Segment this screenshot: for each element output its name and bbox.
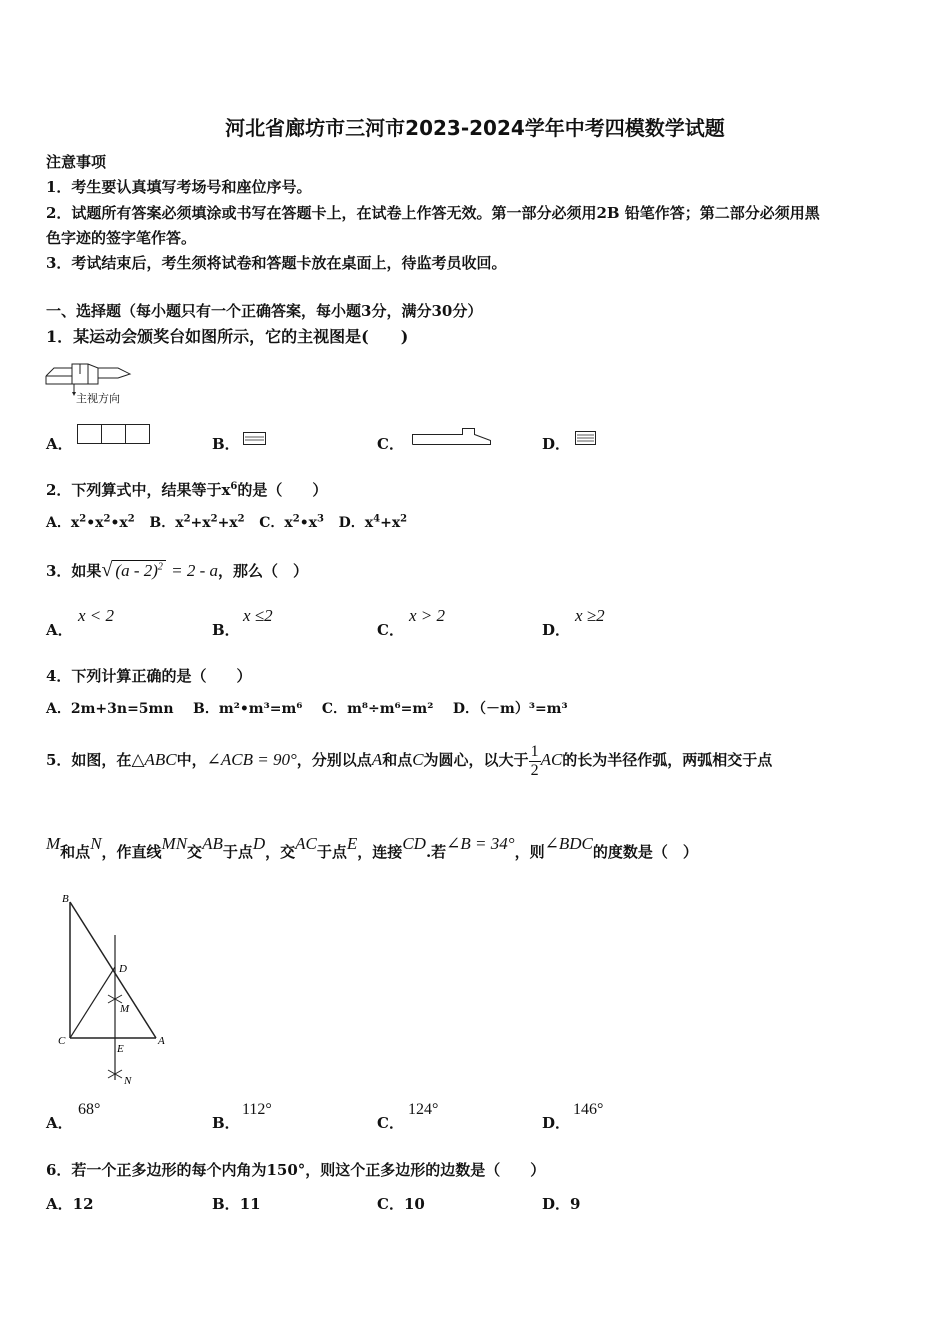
q3-option-a-math[interactable]: x < 2 [78,606,115,625]
q4-options [46,699,568,719]
q5-math-segment: CD [402,834,426,853]
q6-option-d[interactable]: D．9 [542,1195,581,1213]
q5-option-a-label: A． [46,1114,73,1132]
notice-item-1: 1．考生要认真填写考场号和座位序号。 [46,178,312,196]
q5-math-segment: N [90,834,102,853]
q5-text-segment: ，则 [514,843,545,861]
q6-option-c[interactable]: C．10 [377,1195,425,1213]
q1-option-d-label: D． [542,435,571,453]
q5-text-segment: 和点 [60,843,91,861]
q5-option-d-math[interactable]: 146° [573,1101,604,1118]
triangle-figure [52,890,176,1090]
fig-label-d: D [119,963,127,975]
q5-line-1: 5．如图，在△ABC中，∠ACB = 90°，分别以点A和点C为圆心，以大于 $\frac{1}{2}$ AC的长为半径作弧，两弧相交于点 [46,742,773,779]
q5-option-a-math[interactable]: 68° [78,1101,101,1118]
notice-heading: 注意事项 [46,153,107,171]
q5-math-segment: D [252,834,266,853]
q5-math-segment: E [346,834,358,853]
q6-stem: 6．若一个正多边形的每个内角为150°，则这个正多边形的边数是（ ） [46,1161,546,1179]
q3-option-b-math[interactable]: x ≤2 [243,606,273,625]
q5-math-segment: AC [295,834,317,853]
q1-option-c-figure[interactable] [412,428,492,446]
q5-text-segment: ，交 [265,843,296,861]
q5-math-segment: MN [161,834,188,853]
q5-line-2 [46,834,698,862]
q4-option-b[interactable]: B．m²•m³=m⁶ [193,701,303,717]
q5-math-segment: ∠BDC [544,834,593,853]
q3-option-d-math[interactable]: x ≥2 [575,606,605,625]
q5-math-segment: M [46,834,61,853]
fig-label-b: B [62,893,69,905]
section-heading: 一、选择题（每小题只有一个正确答案，每小题3分，满分30分） [46,302,483,320]
q4-option-a[interactable]: A．2m+3n=5mn [46,701,174,717]
q4-stem: 4．下列计算正确的是（ ） [46,667,252,685]
q5-text-segment: ，连接 [357,843,403,861]
q1-option-b-figure[interactable] [243,432,267,446]
q3-option-b-label: B． [212,621,240,639]
notice-item-2: 2．试题所有答案必须填涂或书写在答题卡上，在试卷上作答无效。第一部分必须用2B 铅笔作答；第二部分必须用黑 [46,204,820,222]
view-direction-label: 主视方向 [76,392,120,405]
q5-option-b-label: B． [212,1114,240,1132]
q2-option-b[interactable]: B．$x^2+x^2+x^2$ [149,513,245,531]
q3-option-c-math[interactable]: x > 2 [409,606,446,625]
q4-option-c[interactable]: C．m⁸÷m⁶=m² [321,701,434,717]
q1-option-a-figure[interactable] [77,424,151,446]
q2-option-d[interactable]: D．$x^4+x^2$ [338,513,408,531]
fig-label-n: N [124,1075,132,1087]
q3-option-a-label: A． [46,621,73,639]
q1-option-d-figure[interactable] [575,431,597,446]
q4-option-d[interactable]: D．（－m）³=m³ [452,701,568,717]
q5-text-segment: 交 [187,843,203,861]
q5-option-d-label: D． [542,1114,571,1132]
q5-option-c-label: C． [377,1114,404,1132]
q5-text-segment: 于点 [222,843,253,861]
q5-math-segment: AB [202,834,223,853]
q3-radical: (a - 2)$^2$ [112,560,165,581]
q5-text-segment: 于点 [316,843,347,861]
q3-option-c-label: C． [377,621,404,639]
q3-stem: 3．如果√ (a - 2)$^2$ = 2 - a，那么（ ） [46,559,309,581]
q2-options [46,513,407,533]
fig-label-e: E [117,1043,124,1055]
q1-option-a-label: A． [46,435,73,453]
q2-stem: 2．下列算式中，结果等于$x^6$的是（ ） [46,481,328,499]
q2-option-a[interactable]: A．$x^2•x^2•x^2$ [46,513,135,531]
q3-option-d-label: D． [542,621,571,639]
q5-option-c-math[interactable]: 124° [408,1101,439,1118]
q5-math-segment: ∠B = 34° [446,834,515,853]
q6-option-a[interactable]: A．12 [46,1195,94,1213]
q1-stem: 1．某运动会颁奖台如图所示，它的主视图是( ) [46,327,409,346]
q6-option-b[interactable]: B．11 [212,1195,261,1213]
half-fraction: $\frac{1}{2}$ [530,742,539,779]
q1-option-c-label: C． [377,435,404,453]
fig-label-a: A [158,1035,165,1047]
notice-item-3: 3．考试结束后，考生须将试卷和答题卡放在桌面上，待监考员收回。 [46,254,507,272]
q5-text-segment: 的度数是（ ） [592,843,698,861]
q5-option-b-math[interactable]: 112° [242,1101,272,1118]
notice-item-2-cont: 色字迹的签字笔作答。 [46,229,197,247]
page-title: 河北省廊坊市三河市2023-2024学年中考四模数学试题 [225,116,725,140]
q5-text-segment: ，作直线 [101,843,162,861]
q5-text-segment: .若 [425,843,447,861]
q2-option-c[interactable]: C．$x^2•x^3$ [259,513,324,531]
fig-label-c: C [58,1035,66,1047]
fig-label-m: M [120,1003,130,1015]
q1-option-b-label: B． [212,435,240,453]
